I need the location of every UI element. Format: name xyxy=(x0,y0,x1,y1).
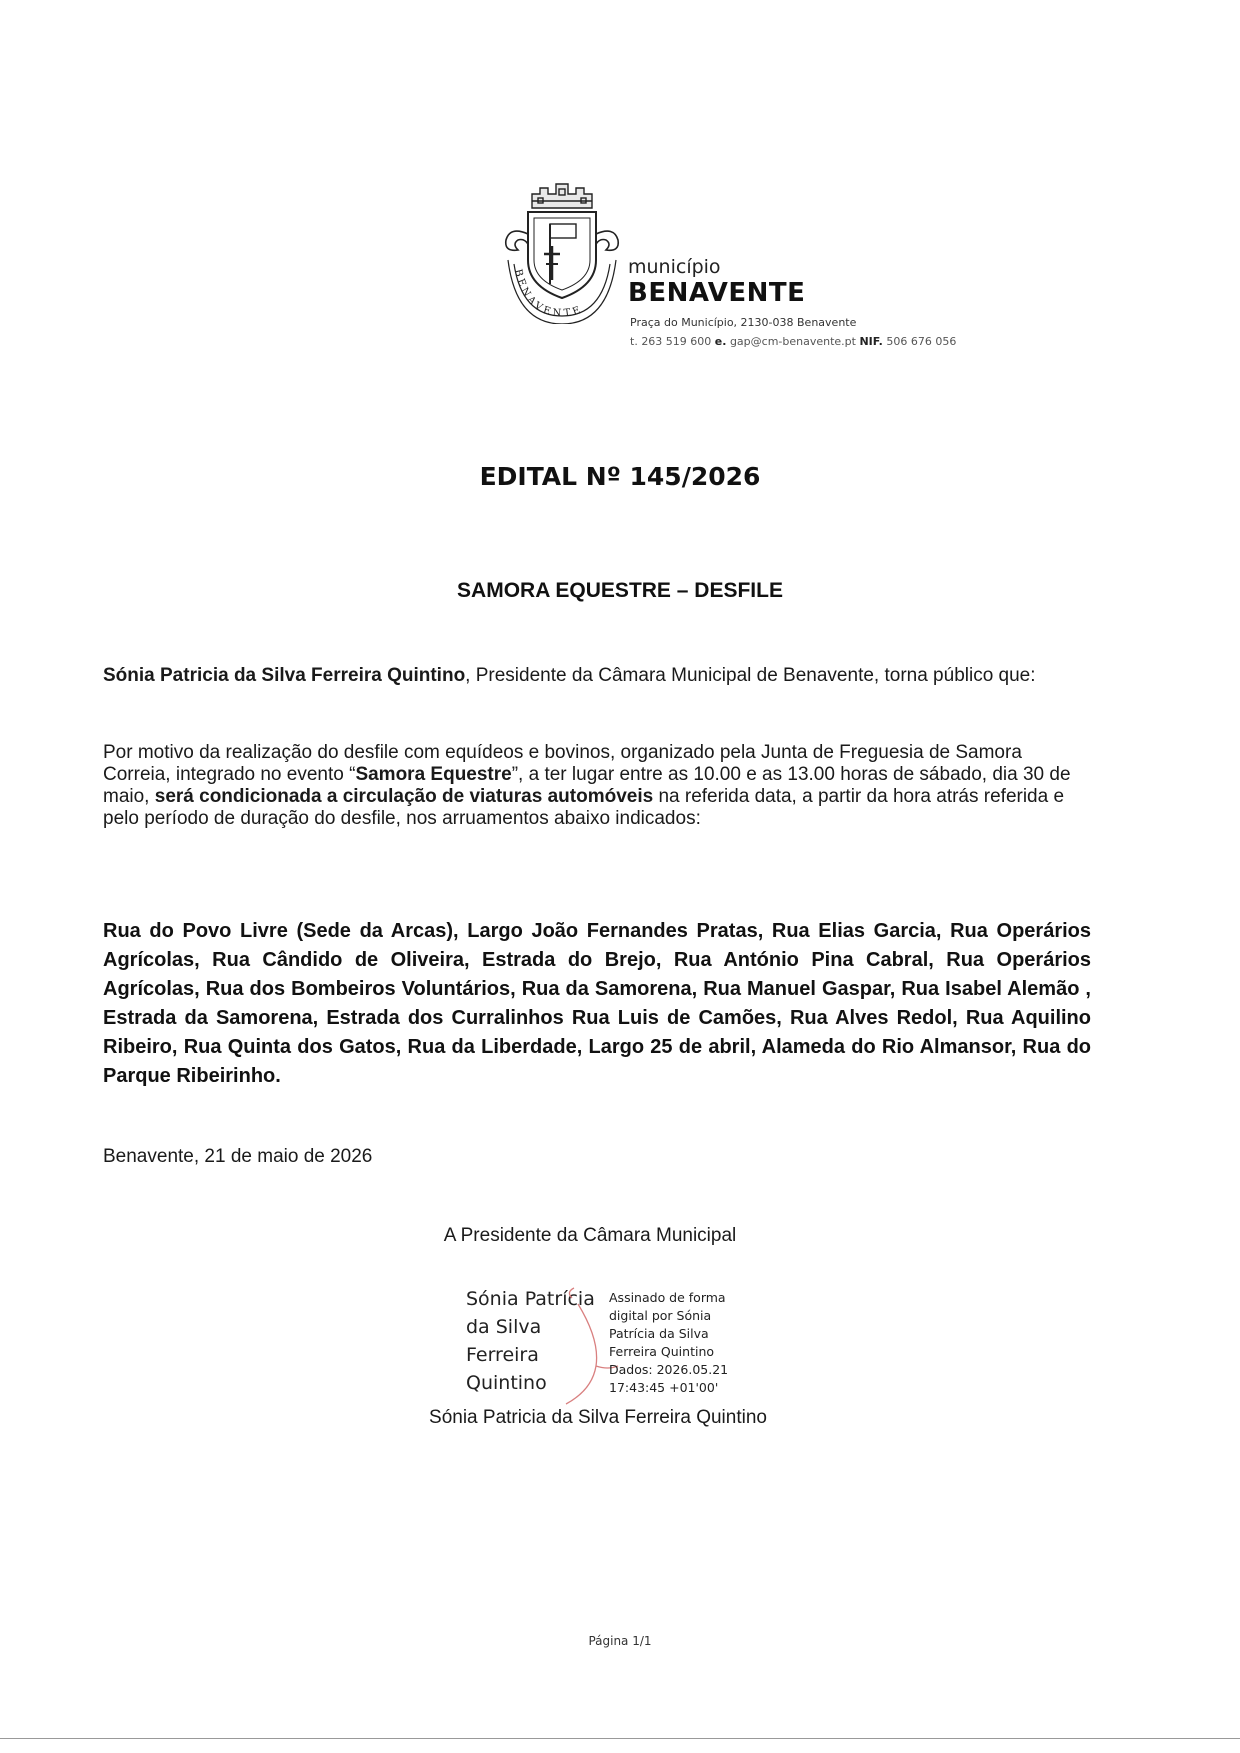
nif-number: 506 676 056 xyxy=(886,335,957,348)
president-name: Sónia Patricia da Silva Ferreira Quintino xyxy=(103,665,466,686)
email-address: gap@cm-benavente.pt xyxy=(729,335,856,348)
street-list: Rua do Povo Livre (Sede da Arcas), Largo João Fernandes Pratas, Rua Elias Garcia, Rua Operários Agrícolas, Rua Cândido de Oliveira, Estrada do Brejo, Rua António Pina Cabral, Rua Operários Agrícolas, Rua dos Bombeiros Voluntários, Rua da Samorena, Rua Manuel Gaspar, Rua Isabel Alemão , Estrada da Samorena, Estrada dos Curralinhos Rua Luis de Camões, Rua Alves Redol, Rua Aquilino Ribeiro, Rua Quinta dos Gatos, Rua da Liberdade, Largo 25 de abril, Alameda do Rio Almansor, Rua do Parque Ribeirinho. xyxy=(103,920,1091,1087)
notice-paragraph xyxy=(103,742,1073,830)
email-label: e. xyxy=(714,335,727,348)
printed-signatory-name: Sónia Patricia da Silva Ferreira Quintino xyxy=(429,1407,767,1428)
signature-stamp-line: Assinado de forma xyxy=(609,1290,726,1305)
place-date: Benavente, 21 de maio de 2026 xyxy=(103,1146,373,1167)
notice-text-1: Por motivo da realização do desfile com equídeos e bovinos, organizado pela Junta de Freguesia de Samora Correia, integrado no evento “ xyxy=(103,742,1022,785)
phone-label: t. xyxy=(630,335,638,348)
header-contacts xyxy=(630,335,956,348)
signature-name-line: Quintino xyxy=(466,1372,547,1394)
signature-stamp-line: digital por Sónia xyxy=(609,1308,712,1323)
header-address: Praça do Município, 2130-038 Benavente xyxy=(630,316,857,329)
phone-number: 263 519 600 xyxy=(641,335,712,348)
signature-stamp-line: 17:43:45 +01'00' xyxy=(609,1380,719,1395)
event-name: Samora Equestre xyxy=(355,764,512,785)
brand-municipio: município xyxy=(628,256,721,278)
digital-signature-stamp xyxy=(609,1289,728,1397)
signature-name-line: Ferreira xyxy=(466,1344,539,1366)
notice-text-2: ”, a ter lugar entre as 10.00 e as 13.00 horas de sábado, dia 30 de maio, xyxy=(103,764,1071,807)
signature-stamp-line: Dados: 2026.05.21 xyxy=(609,1362,729,1377)
intro-text: , Presidente da Câmara Municipal de Benavente, torna público que: xyxy=(465,665,1036,686)
signature-name-line: Sónia Patrícia xyxy=(466,1288,595,1310)
signature-stamp-line: Patrícia da Silva xyxy=(609,1326,709,1341)
page-title: EDITAL Nº 145/2026 xyxy=(479,462,761,491)
signature-stamp-line: Ferreira Quintino xyxy=(609,1344,715,1359)
scan-edge-line xyxy=(0,1738,1240,1739)
signatory-role: A Presidente da Câmara Municipal xyxy=(443,1225,737,1246)
intro-paragraph xyxy=(103,665,1073,687)
nif-label: NIF. xyxy=(859,335,883,348)
page-number: Página 1/1 xyxy=(588,1634,652,1648)
signature-name-line: da Silva xyxy=(466,1316,542,1338)
brand-benavente: BENAVENTE xyxy=(628,278,806,308)
notice-emphasis: será condicionada a circulação de viaturas automóveis xyxy=(154,786,654,807)
crest-ring-text: BENAVENTE xyxy=(512,268,585,320)
municipal-crest-icon xyxy=(492,168,632,324)
page-subtitle: SAMORA EQUESTRE – DESFILE xyxy=(457,579,783,602)
notice-text-3: na referida data, a partir da hora atrás referida e pelo período de duração do desfile, nos arruamentos abaixo indicados: xyxy=(103,786,1065,829)
